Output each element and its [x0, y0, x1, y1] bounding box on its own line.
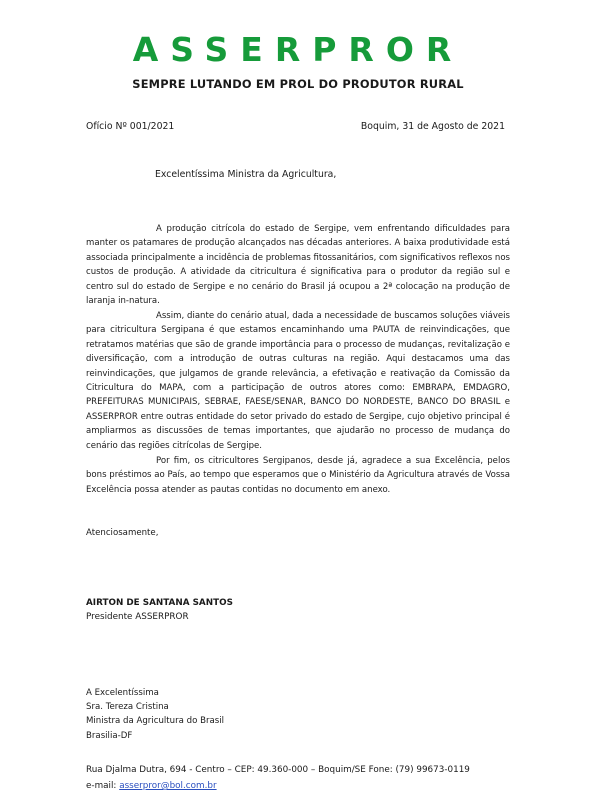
signer-name: AIRTON DE SANTANA SANTOS: [86, 598, 233, 608]
footer-address: Rua Djalma Dutra, 694 - Centro – CEP: 49.360-000 – Boquim/SE Fone: (79) 99673-0119: [86, 765, 470, 775]
recipient-line: A Excelentíssima: [86, 688, 159, 698]
body-paragraph-1: A produção citrícola do estado de Sergipe, vem enfrentando dificuldades para manter os patamares de produção alcançados nas décadas anteriores. A baixa produtividade está associada principalmente a incidência de problemas fitossanitários, com significativos reflexos nos custos de produção. A atividade da citricultura é significativa para o produtor da região sul e centro sul do estado de Sergipe e no cenário do Brasil já ocupou a 2ª colocação na produção de laranja in-natura.: [86, 224, 510, 307]
signer-role: Presidente ASSERPROR: [86, 612, 189, 622]
body-paragraph-3: Por fim, os citricultores Sergipanos, desde já, agradece a sua Excelência, pelos bons préstimos ao País, ao tempo que esperamos que o Ministério da Agricultura através de Vossa Excelência possa atender as pautas contidas no documento em anexo.: [86, 456, 510, 495]
letter-closing: Atenciosamente,: [86, 528, 159, 538]
organization-logo-text: ASSERPROR: [132, 30, 464, 69]
recipient-line: Ministra da Agricultura do Brasil: [86, 716, 225, 727]
recipient-block: [86, 686, 224, 743]
letter-salutation: Excelentíssima Ministra da Agricultura,: [155, 169, 337, 180]
letter-place-date: Boquim, 31 de Agosto de 2021: [360, 121, 505, 132]
organization-motto: SEMPRE LUTANDO EM PROL DO PRODUTOR RURAL: [132, 77, 464, 91]
letter-reference: Ofício Nº 001/2021: [86, 121, 175, 132]
footer-email-label: e-mail:: [86, 781, 120, 791]
footer-email-line: [86, 781, 217, 791]
footer-email-link[interactable]: asserpror@bol.com.br: [119, 781, 217, 791]
recipient-line: Brasilia-DF: [86, 730, 133, 741]
recipient-line: Sra. Tereza Cristina: [86, 702, 169, 713]
body-paragraph-2: Assim, diante do cenário atual, dada a necessidade de buscamos soluções viáveis para citricultura Sergipana é que estamos encaminhando uma PAUTA de reinvindicações, que retratamos matérias que são de grande importância para o processo de mudanças, revitalização e diversificação, com a introdução de outras culturas na região. Aqui destacamos uma das reinvindicações, que julgamos de grande relevância, a efetivação e reativação da Comissão da Citricultura do MAPA, com a participação de outros atores como: EMBRAPA, EMDAGRO, PREFEITURAS MUNICIPAIS, SEBRAE, FAESE/SENAR, BANCO DO NORDESTE, BANCO DO BRASIL e ASSERPROR entre outras entidade do setor privado do estado de Sergipe, cujo objetivo principal é ampliarmos as discussões de temas importantes, que ajudarão no processo de mudança do cenário das regiões citrícolas de Sergipe.: [86, 311, 510, 451]
